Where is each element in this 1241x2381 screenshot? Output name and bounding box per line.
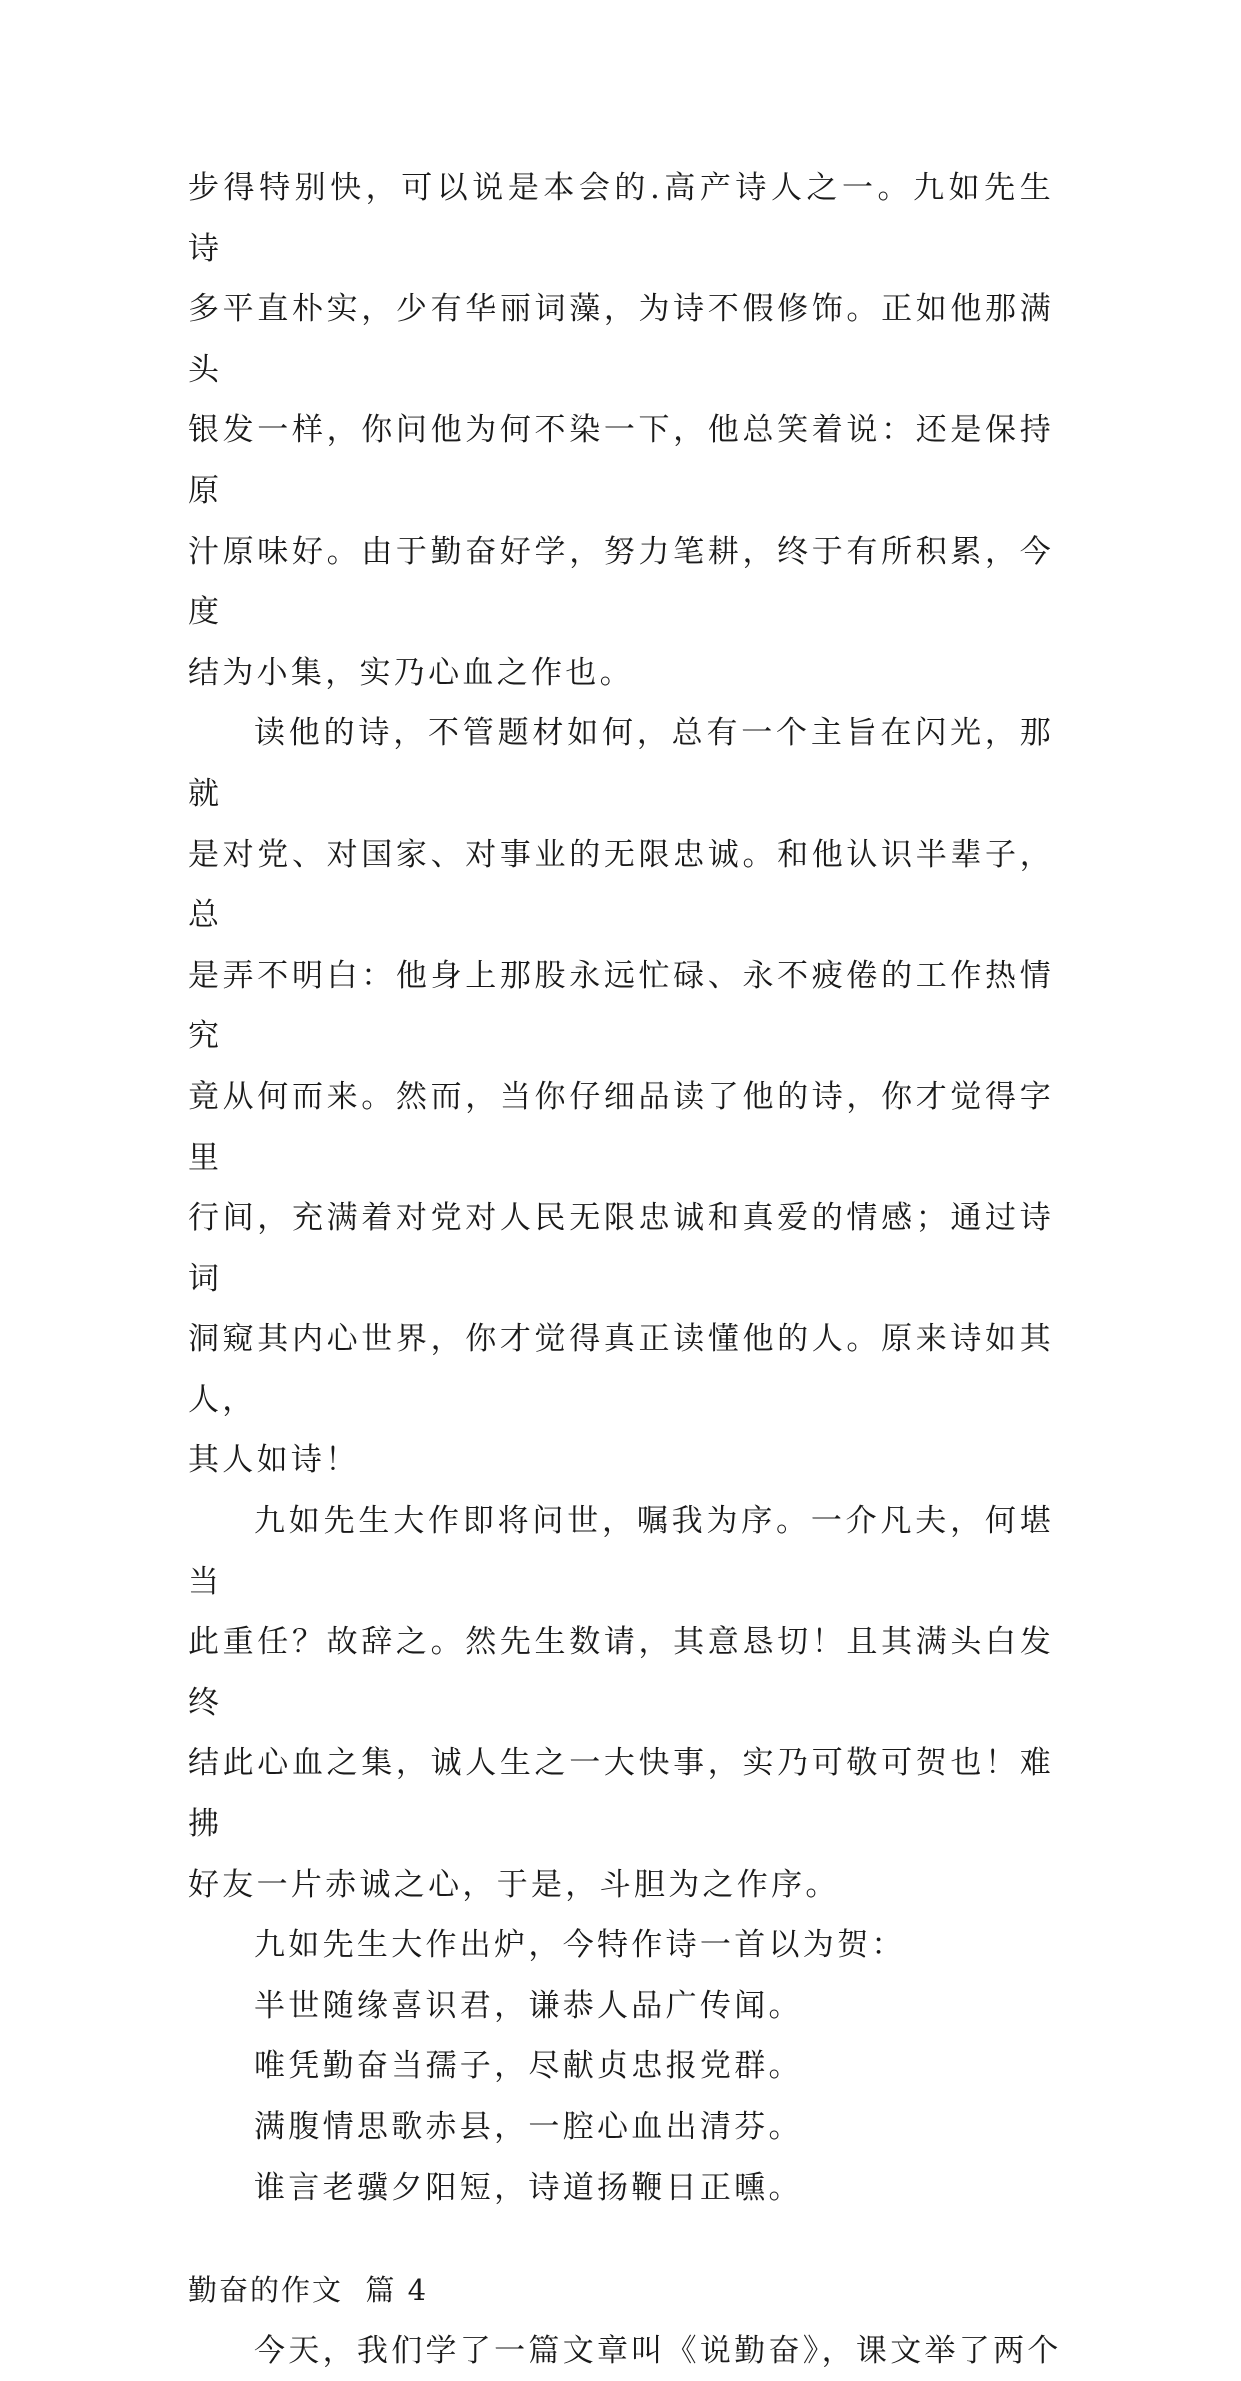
document-page	[188, 158, 1062, 2381]
poem-line: 唯凭勤奋当孺子，尽献贞忠报党群。	[254, 2048, 803, 2085]
text-line: 其人如诗！	[188, 1442, 360, 1479]
paragraph-2	[188, 703, 1054, 1491]
text-line: 九如先生大作即将问世，嘱我为序。一介凡夫，何堪当	[188, 1503, 1054, 1600]
text-line: 是弄不明白：他身上那股永远忙碌、永不疲倦的工作热情究	[188, 957, 1054, 1055]
text-line: 银发一样，你问他为何不染一下，他总笑着说：还是保持原	[188, 412, 1054, 509]
poem-intro: 九如先生大作出炉，今特作诗一首以为贺：	[254, 1927, 906, 1964]
text-line: 此重任？故辞之。然先生数请，其意恳切！且其满头白发终	[188, 1624, 1054, 1721]
text-line: 结为小集，实乃心血之作也。	[188, 654, 634, 691]
poem-line: 半世随缘喜识君，谦恭人品广传闻。	[254, 1987, 803, 2024]
text-line: 步得特别快，可以说是本会的.高产诗人之一。九如先生诗	[188, 170, 1054, 267]
text-line: 汁原味好。由于勤奋好学，努力笔耕，终于有所积累，今度	[188, 533, 1054, 631]
paragraph-3	[188, 1491, 1054, 1915]
paragraph-1	[188, 158, 1054, 703]
text-line: 竟从何而来。然而，当你仔细品读了他的诗，你才觉得字里	[188, 1078, 1054, 1176]
text-line: 是对党、对国家、对事业的无限忠诚。和他认识半辈子，总	[188, 836, 1054, 934]
text-line: 好友一片赤诚之心，于是，斗胆为之作序。	[188, 1866, 840, 1903]
poem-line: 谁言老骥夕阳短，诗道扬鞭日正曛。	[254, 2169, 803, 2206]
section-first-line: 今天，我们学了一篇文章叫《说勤奋》，课文举了两个	[254, 2332, 1062, 2369]
text-line: 洞窥其内心世界，你才觉得真正读懂他的人。原来诗如其人，	[188, 1321, 1054, 1418]
text-line: 行间，充满着对党对人民无限忠诚和真爱的情感；通过诗词	[188, 1200, 1054, 1297]
text-line: 结此心血之集，诚人生之一大快事，实乃可敬可贺也！难拂	[188, 1745, 1054, 1843]
text-line: 读他的诗，不管题材如何，总有一个主旨在闪光，那就	[188, 715, 1054, 812]
text-line: 多平直朴实，少有华丽词藻，为诗不假修饰。正如他那满头	[188, 291, 1054, 388]
section-heading: 勤奋的作文 篇 4	[188, 2273, 429, 2308]
poem-line: 满腹情思歌赤县，一腔心血出清芬。	[254, 2109, 803, 2145]
